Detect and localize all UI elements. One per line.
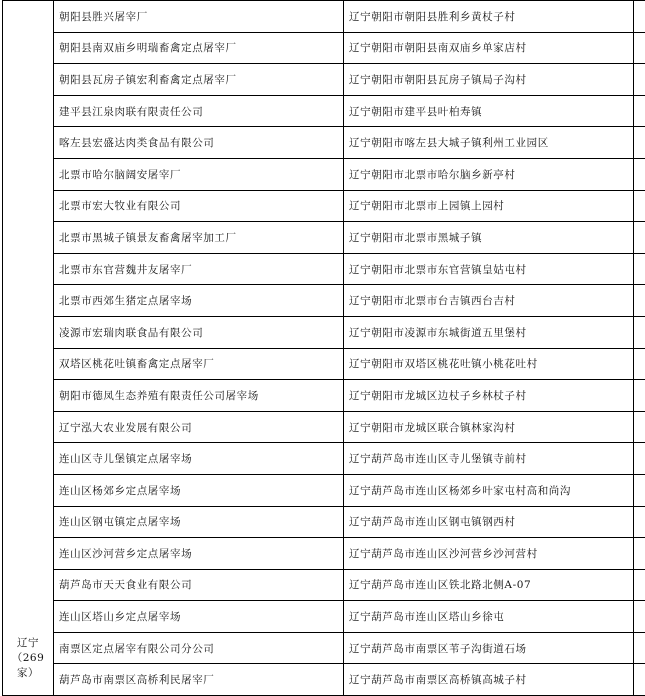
company-name-cell: 朝阳市德凤生态养殖有限责任公司屠宰场 xyxy=(54,380,344,412)
company-name-cell: 喀左县宏盛达肉类食品有限公司 xyxy=(54,127,344,159)
table-row xyxy=(3,632,645,664)
table-row xyxy=(3,569,645,601)
address-cell: 辽宁朝阳市朝阳县胜利乡黄杖子村 xyxy=(344,1,634,33)
company-name-cell: 葫芦岛市天天食业有限公司 xyxy=(54,569,344,601)
company-name-cell: 辽宁泓大农业发展有限公司 xyxy=(54,411,344,443)
company-name-cell: 朝阳县瓦房子镇宏利畜禽定点屠宰厂 xyxy=(54,64,344,96)
company-name-cell: 双塔区桃花吐镇畜禽定点屠宰厂 xyxy=(54,348,344,380)
table-row xyxy=(3,538,645,570)
trailing-cell xyxy=(634,64,645,96)
address-cell: 辽宁朝阳市北票市台吉镇西台吉村 xyxy=(344,285,634,317)
table-row xyxy=(3,506,645,538)
table-row xyxy=(3,32,645,64)
address-cell: 辽宁葫芦岛市南票区苇子沟街道石场 xyxy=(344,632,634,664)
region-label-line1: 辽宁 xyxy=(3,636,53,651)
company-name-cell: 连山区沙河营乡定点屠宰场 xyxy=(54,538,344,570)
trailing-cell xyxy=(634,158,645,190)
address-cell: 辽宁葫芦岛市连山区寺儿堡镇寺前村 xyxy=(344,443,634,475)
trailing-cell xyxy=(634,443,645,475)
trailing-cell xyxy=(634,569,645,601)
table-row xyxy=(3,127,645,159)
table-row xyxy=(3,64,645,96)
address-cell: 辽宁葫芦岛市连山区杨郊乡叶家屯村高和尚沟 xyxy=(344,474,634,506)
company-name-cell: 北票市西郊生猪定点屠宰场 xyxy=(54,285,344,317)
trailing-cell xyxy=(634,664,645,696)
trailing-cell xyxy=(634,316,645,348)
address-cell: 辽宁朝阳市喀左县大城子镇利州工业园区 xyxy=(344,127,634,159)
region-label-line3: 家） xyxy=(3,666,53,681)
company-name-cell: 朝阳县胜兴屠宰厂 xyxy=(54,1,344,33)
region-cell xyxy=(3,1,54,696)
trailing-cell xyxy=(634,411,645,443)
address-cell: 辽宁朝阳市北票市黑城子镇 xyxy=(344,222,634,254)
table-row xyxy=(3,380,645,412)
trailing-cell xyxy=(634,285,645,317)
company-name-cell: 朝阳县南双庙乡明瑞畜禽定点屠宰厂 xyxy=(54,32,344,64)
company-name-cell: 北票市东官营魏井友屠宰厂 xyxy=(54,253,344,285)
table-row xyxy=(3,664,645,696)
table-row xyxy=(3,285,645,317)
slaughterhouse-table xyxy=(2,0,645,696)
address-cell: 辽宁朝阳市北票市东官营镇皇姑屯村 xyxy=(344,253,634,285)
address-cell: 辽宁葫芦岛市连山区塔山乡徐屯 xyxy=(344,601,634,633)
table-row xyxy=(3,95,645,127)
table-row xyxy=(3,348,645,380)
company-name-cell: 建平县江泉肉联有限责任公司 xyxy=(54,95,344,127)
address-cell: 辽宁葫芦岛市连山区铁北路北侧A-07 xyxy=(344,569,634,601)
address-cell: 辽宁朝阳市朝阳县瓦房子镇局子沟村 xyxy=(344,64,634,96)
address-cell: 辽宁朝阳市建平县叶柏寿镇 xyxy=(344,95,634,127)
address-cell: 辽宁朝阳市朝阳县南双庙乡单家店村 xyxy=(344,32,634,64)
address-cell: 辽宁朝阳市北票市上园镇上园村 xyxy=(344,190,634,222)
trailing-cell xyxy=(634,601,645,633)
table-row xyxy=(3,601,645,633)
company-name-cell: 连山区杨郊乡定点屠宰场 xyxy=(54,474,344,506)
table-row xyxy=(3,190,645,222)
trailing-cell xyxy=(634,222,645,254)
address-cell: 辽宁朝阳市龙城区边杖子乡林杖子村 xyxy=(344,380,634,412)
table-row xyxy=(3,316,645,348)
trailing-cell xyxy=(634,127,645,159)
company-name-cell: 北票市哈尔脑阔安屠宰厂 xyxy=(54,158,344,190)
address-cell: 辽宁朝阳市凌源市东城街道五里堡村 xyxy=(344,316,634,348)
table-row xyxy=(3,253,645,285)
trailing-cell xyxy=(634,538,645,570)
trailing-cell xyxy=(634,632,645,664)
company-name-cell: 连山区塔山乡定点屠宰场 xyxy=(54,601,344,633)
table-row xyxy=(3,158,645,190)
trailing-cell xyxy=(634,474,645,506)
trailing-cell xyxy=(634,380,645,412)
address-cell: 辽宁朝阳市北票市哈尔脑乡新亭村 xyxy=(344,158,634,190)
trailing-cell xyxy=(634,95,645,127)
address-cell: 辽宁葫芦岛市连山区沙河营乡沙河营村 xyxy=(344,538,634,570)
company-name-cell: 连山区钢屯镇定点屠宰场 xyxy=(54,506,344,538)
region-label-line2: （269 xyxy=(3,651,53,666)
trailing-cell xyxy=(634,1,645,33)
address-cell: 辽宁朝阳市龙城区联合镇林家沟村 xyxy=(344,411,634,443)
company-name-cell: 葫芦岛市南票区高桥利民屠宰厂 xyxy=(54,664,344,696)
trailing-cell xyxy=(634,348,645,380)
company-name-cell: 南票区定点屠宰有限公司分公司 xyxy=(54,632,344,664)
table-row xyxy=(3,443,645,475)
table-row xyxy=(3,474,645,506)
address-cell: 辽宁葫芦岛市连山区钢屯镇钢西村 xyxy=(344,506,634,538)
trailing-cell xyxy=(634,506,645,538)
table-row xyxy=(3,222,645,254)
company-name-cell: 连山区寺儿堡镇定点屠宰场 xyxy=(54,443,344,475)
table-row xyxy=(3,1,645,33)
trailing-cell xyxy=(634,32,645,64)
trailing-cell xyxy=(634,190,645,222)
trailing-cell xyxy=(634,253,645,285)
table-body xyxy=(3,1,645,696)
address-cell: 辽宁葫芦岛市南票区高桥镇高城子村 xyxy=(344,664,634,696)
address-cell: 辽宁朝阳市双塔区桃花吐镇小桃花吐村 xyxy=(344,348,634,380)
company-name-cell: 北票市黑城子镇景友畜禽屠宰加工厂 xyxy=(54,222,344,254)
company-name-cell: 北票市宏大牧业有限公司 xyxy=(54,190,344,222)
table-row xyxy=(3,411,645,443)
company-name-cell: 凌源市宏瑞肉联食品有限公司 xyxy=(54,316,344,348)
